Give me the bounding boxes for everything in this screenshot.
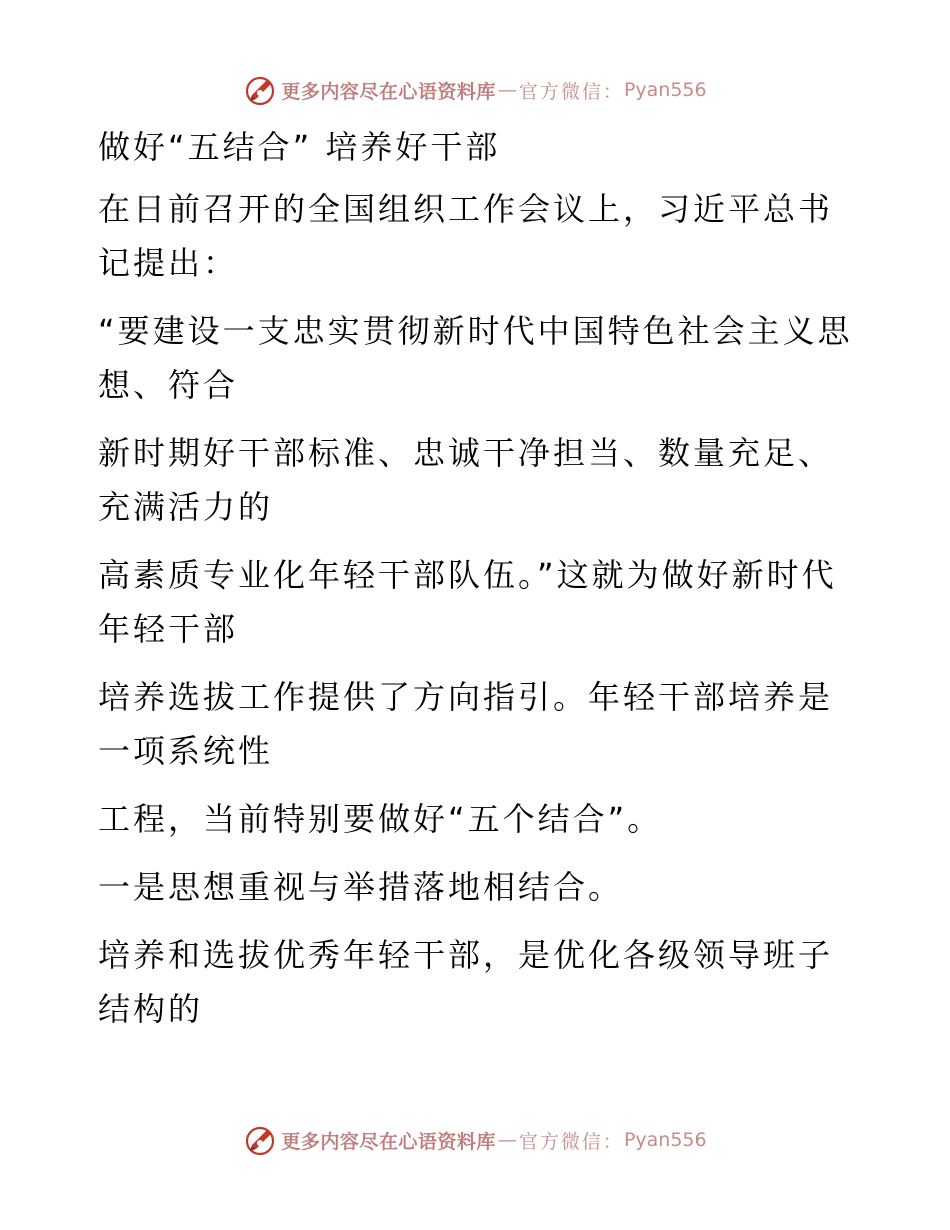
paragraph-6: 工程，当前特别要做好“五个结合”。 — [98, 800, 663, 838]
paragraph-5: 培养选拔工作提供了方向指引。年轻干部培养是一项系统性 — [98, 678, 834, 770]
watermark-official-label: 官方微信： — [518, 1130, 624, 1153]
watermark-dash: — — [497, 79, 517, 101]
watermark-official-label: 官方微信： — [518, 80, 624, 103]
watermark-brand: 更多内容尽在心语资料库 — [281, 80, 496, 103]
watermark-wechat-id: Pyan556 — [623, 79, 707, 101]
pen-logo-icon — [243, 73, 277, 107]
footer-watermark — [0, 1120, 950, 1160]
paragraph-4: 高素质专业化年轻干部队伍。”这就为做好新时代年轻干部 — [98, 556, 837, 648]
header-watermark — [0, 70, 950, 110]
document-body — [98, 120, 858, 1050]
paragraph-1: 在日前召开的全国组织工作会议上，习近平总书记提出： — [98, 190, 834, 282]
paragraph-3: 新时期好干部标准、忠诚干净担当、数量充足、充满活力的 — [98, 434, 834, 526]
paragraph-7: 一是思想重视与举措落地相结合。 — [98, 868, 624, 906]
paragraph-8: 培养和选拔优秀年轻干部，是优化各级领导班子结构的 — [98, 936, 834, 1028]
watermark-wechat-id: Pyan556 — [623, 1129, 707, 1151]
watermark-dash: — — [497, 1129, 517, 1151]
watermark-brand: 更多内容尽在心语资料库 — [281, 1130, 496, 1153]
paragraph-2: “要建设一支忠实贯彻新时代中国特色社会主义思想、符合 — [98, 312, 853, 404]
pen-logo-icon — [243, 1123, 277, 1157]
document-title: 做好“五结合” 培养好干部 — [98, 128, 501, 166]
